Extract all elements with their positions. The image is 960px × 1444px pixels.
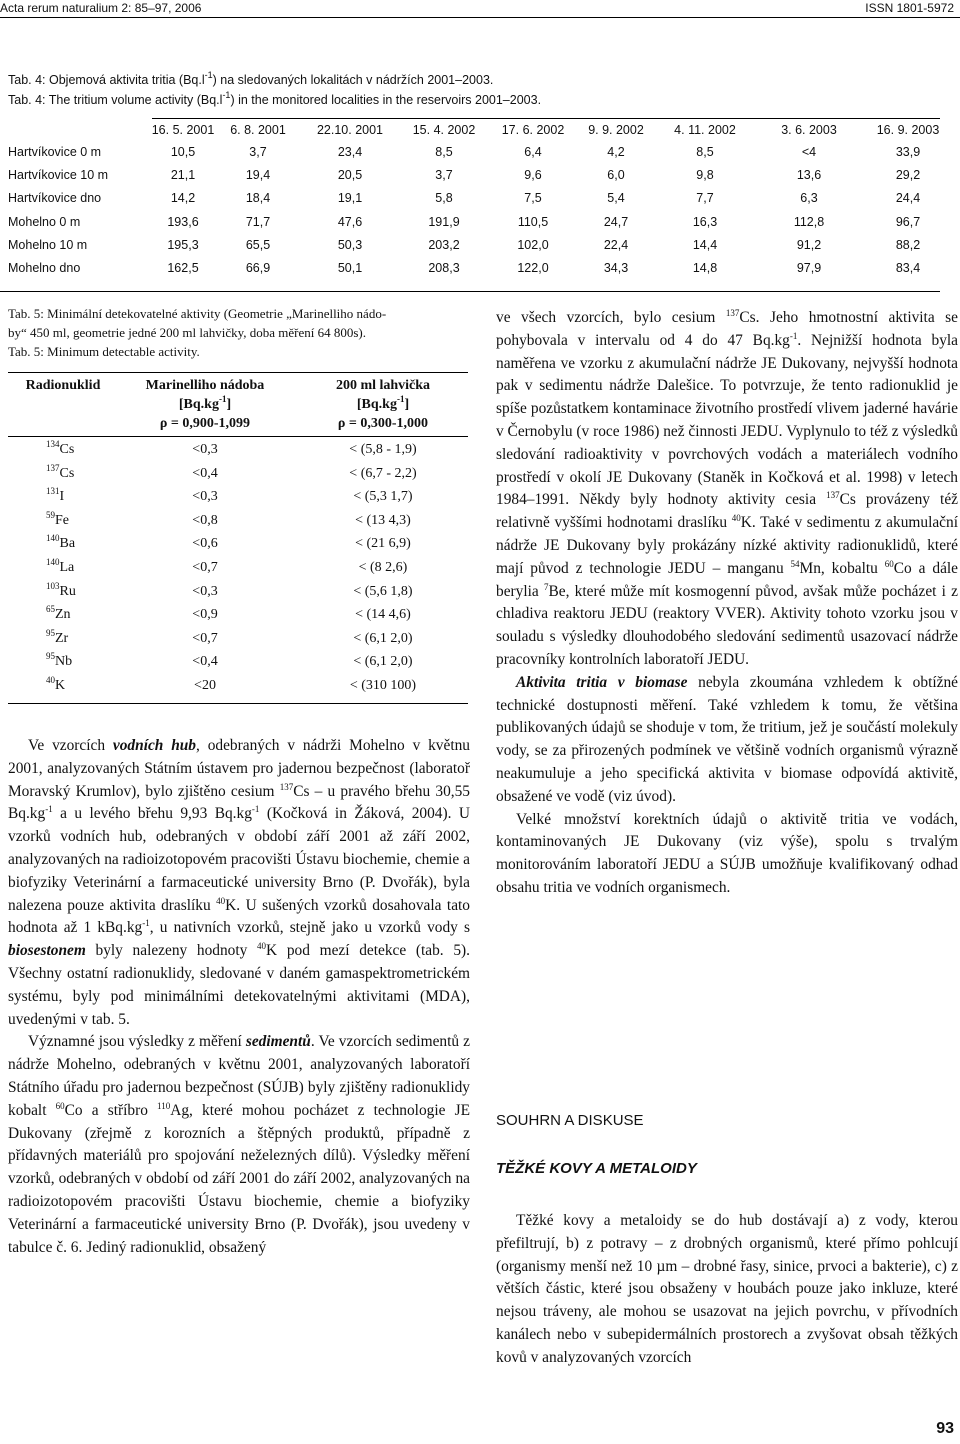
table5-lahvicka-value: < (5,3 1,7) — [353, 489, 413, 505]
table4-col-header: 4. 11. 2002 — [674, 123, 736, 137]
table5-bottom-rule — [8, 703, 468, 704]
table4-cell: 19,1 — [337, 191, 363, 206]
table5-head-lahvicka-unit: $[Bq.kg^{-1}]$ — [356, 394, 410, 412]
table4-caption-cz: Tab. 4: Objemová aktivita tritia $(Bq.l^{-1})$ na sledovaných lokalitách v nádržích 2001–2003. — [8, 70, 494, 87]
table4-cell: 6,3 — [800, 191, 818, 206]
table5-nuclide-mass: 140 — [46, 557, 60, 567]
table5-nuclide-element: Ru — [59, 583, 76, 599]
section-heading: SOUHRN A DISKUSE — [496, 1112, 644, 1129]
table5-caption-line2: by“ 450 ml, geometrie jedné 200 ml lahvičky, doba měření 64 800s). — [8, 325, 367, 340]
table4-top-rule — [152, 118, 940, 119]
table5-nuclide-mass: 65 — [46, 604, 55, 615]
table4-cell: 71,7 — [245, 214, 271, 229]
table4-cell: 20,5 — [337, 168, 363, 183]
table4-col-header: 9. 9. 2002 — [588, 123, 644, 137]
table4-row-label: Hartvíkovice dno — [8, 191, 102, 206]
table4-cell: 7,5 — [524, 191, 542, 206]
table5-nuclide-mass: 134 — [46, 439, 60, 449]
table5-nuclide — [46, 462, 75, 482]
table5-head-marinelli-unit: $[Bq.kg^{-1}]$ — [178, 394, 232, 412]
table4-row-label: Mohelno 0 m — [8, 214, 81, 229]
table5-marinelli-value: <0,7 — [192, 560, 218, 575]
table5-nuclide-mass: 59 — [46, 509, 55, 520]
table4-cell: 97,9 — [796, 261, 822, 275]
table5-nuclide — [46, 533, 76, 552]
table4-cell: 195,3 — [167, 237, 199, 252]
table5-head-lahvicka-title: 200 ml lahvička — [335, 378, 431, 393]
table4-col-header: 15. 4. 2002 — [412, 123, 476, 137]
right-paragraph-1: ve všech vzorcích, bylo cesium $^{137}$Cs. Jeho hmotnostní aktivita se pohybovala v intervalu od 4 do 47 $Bq.kg^{-1}$. Nejnižší hodnota byla naměřena ve vzorku z akumulační nádrže JE Dukovany, nejvyšší hodnota pak v sedimentu nádrže Dalešice. To potvrzuje, že tento radionuklid je spíše pozůstatkem kontaminace životního prostředí vlivem jaderné havárie v Černobylu (v roce 1986) než činnosti JEDU. Vyplynulo to též z výsledků sledování radioaktivity v povrchových vodách a materiálech vodního prostředí v okolí JE Dukovany (Staněk in Kočková et al. 1998) v letech 1984–1991. Někdy byly hodnoty aktivity cesia $^{137}$Cs provázeny též relativně vyššími hodnotami draslíku $^{40}$K. Také v sedimentu z akumulační nádrže JE Dukovany byly prokázány nízké aktivity radionuklidů, které mají původ z technologie JEDU – manganu $^{54}$Mn, kobaltu $^{60}$Co a dále berylia $^7$Be, které může mít kosmogenní původ, avšak může pocházet i z chladiva reaktoru JEDU (reaktory VVER). Aktivity tohoto vzorku jsou v souladu s výsledky dlouhodobého sledování sedimentů usazovací nádrže pracovníky kontrolních laboratoří JEDU. — [496, 308, 959, 668]
table5-nuclide-mass: 137 — [46, 462, 60, 473]
table5-nuclide-element: K — [55, 678, 66, 693]
table5-nuclide — [46, 675, 66, 694]
table4-cell: 13,6 — [796, 168, 822, 183]
table4-bottom-rule — [0, 291, 940, 292]
table4-cell: 14,2 — [170, 191, 196, 206]
journal-citation: Acta rerum naturalium 2: 85–97, 2006 — [0, 1, 202, 15]
table4-col-header: 6. 8. 2001 — [230, 123, 286, 137]
table5-marinelli-value: <20 — [194, 678, 216, 693]
table4-cell: 66,9 — [245, 261, 271, 275]
table5-marinelli-value: <0,6 — [192, 536, 218, 552]
table4-cell: 50,1 — [337, 261, 363, 275]
table4-cell: 50,3 — [337, 237, 363, 252]
issn: ISSN 1801-5972 — [865, 1, 954, 15]
table5-head-marinelli-density: ρ = 0,900-1,099 — [159, 416, 251, 431]
page-number: 93 — [936, 1420, 954, 1437]
table4-caption-en: Tab. 4: The tritium volume activity $(Bq.l^{-1})$ in the monitored localities in the reservoirs 2001–2003. — [8, 90, 542, 107]
left-paragraph-1: Ve vzorcích vodních hub, odebraných v nádrži Mohelno v květnu 2001, analyzovaných Státním ústavem pro jadernou bezpečnost (laboratoř Moravský Krumlov), bylo zjištěno cesium $^{137}$Cs – u pravého břehu 30,55 $Bq.kg^{-1}$ a u levého břehu 9,93 $Bq.kg^{-1}$ (Kočková in Žáková, 2004). U vzorků vodních hub, odebraných v období září 2001 až září 2002, analyzovaných na radioizotopovém pracovišti Ústavu biochemie, chemie a biofyziky Veterinární a farmaceutické university Brno (P. Dvořák), byla nalezena pouze aktivita draslíku $^{40}$K. U sušených vzorků dosahovala tato hodnota až 1 $kBq.kg^{-1}$, u nativních vzorků, stejně jako u vzorků vody s biosestonem byly nalezeny hodnoty $^{40}$K pod mezí detekce (tab. 5). Všechny ostatní radionuklidy, sledované v daném gamaspektrometrickém systému, byly pod minimálními detekovatelnými aktivitami (MDA), uvedenými v tab. 5. — [8, 737, 471, 1028]
table4-cell: 3,7 — [435, 168, 453, 183]
table4-cell: 193,6 — [167, 214, 199, 229]
table5-lahvicka-value: < (5,6 1,8) — [353, 583, 413, 599]
table4-col-header: 22.10. 2001 — [316, 123, 384, 137]
table5-nuclide-element: Cs — [59, 465, 75, 481]
table5-marinelli-value: <0,3 — [192, 442, 218, 457]
table4-cell: 3,7 — [249, 145, 267, 159]
header-rule — [0, 17, 960, 18]
table5-nuclide — [46, 557, 75, 576]
table5-lahvicka-value: < (5,8 - 1,9) — [349, 442, 417, 457]
table4-cell: 91,2 — [796, 237, 822, 252]
table4-cell: 112,8 — [793, 214, 825, 229]
table4-cell: 9,8 — [696, 168, 714, 183]
table4-row-label: Mohelno 10 m — [8, 237, 88, 252]
table5-nuclide-element: I — [59, 489, 65, 505]
table4-cell: 7,7 — [696, 191, 714, 206]
table4-cell: 23,4 — [337, 145, 363, 159]
table5-marinelli-value: <0,4 — [192, 654, 218, 670]
table5-nuclide-element: Zr — [55, 630, 69, 646]
left-paragraph-2: Významné jsou výsledky z měření sedimentů. Ve vzorcích sedimentů z nádrže Mohelno, odebraných v květnu 2001, analyzovaných laboratoří Státního úřadu pro jadernou bezpečnost (SÚJB) byly zjištěny radionuklidy kobalt $^{60}$Co a stříbro $^{110}$Ag, které mohou pocházet z technologie JE Dukovany (zřejmě z korozních a štěpných produktů, případně z přídavných materiálů pro spojování neželezných dílů). Výsledky měření vzorků, odebraných v období od září 2001 do září 2002, analyzovaných na radioizotopovém pracovišti Ústavu biochemie, chemie a biofyziky Veterinární a farmaceutické university Brno (P. Dvořák), jsou uvedeny v tabulce č. 6. Jediný radionuklid, obsažený — [8, 1033, 470, 1256]
table4-col-header: 16. 9. 2003 — [876, 123, 940, 137]
table5-nuclide-mass: 103 — [46, 580, 60, 591]
table5-marinelli-value: <0,7 — [192, 630, 218, 646]
table4-cell: 65,5 — [245, 237, 271, 252]
table4-cell: 102,0 — [517, 237, 549, 252]
table5-caption — [8, 304, 468, 361]
table4-cell: 14,8 — [692, 261, 718, 275]
table4-cell: 34,3 — [603, 261, 629, 275]
table4-cell: 21,1 — [170, 168, 196, 183]
table5-head-lahvicka — [308, 376, 458, 433]
table4-row-label: Hartvíkovice 10 m — [8, 168, 109, 183]
right-paragraph-3: Velké množství korektních údajů o aktivitě tritia ve vodách, kontaminovaných JE Dukovany (viz výše), spolu s trvalým monitorováním laboratoří JEDU a SÚJB umožňuje kvalifikovaný odhad obsahu tritia ve vodních organismech. — [496, 810, 958, 896]
table5-nuclide-mass: 95 — [46, 627, 55, 638]
table5-top-rule — [8, 372, 468, 373]
table4-row-label: Hartvíkovice 0 m — [8, 145, 102, 159]
table4-cell: 4,2 — [607, 145, 625, 159]
table5-marinelli-value: <0,8 — [192, 512, 218, 528]
table5-nuclide-element: Zn — [55, 607, 71, 623]
table5-lahvicka-value: < (14 4,6) — [355, 607, 411, 623]
table4-cell: 16,3 — [692, 214, 718, 229]
table5-lahvicka-value: < (13 4,3) — [355, 512, 411, 528]
table4-cell: 24,7 — [603, 214, 629, 229]
right-paragraph-2: Aktivita tritia v biomase nebyla zkoumána vzhledem k obtížné technické dostupnosti měření. Také vzhledem k tomu, že většina publikovaných údajů se shoduje v tom, že tritium, jež je součástí molekuly vody, se za přirozených podmínek ve většině vodních organismů výrazně neakumuluje a jeho specifická aktivita v biomase odpovídá aktivitě, obsažené ve vodě (viz úvod). — [496, 673, 958, 805]
table5-lahvicka-value: < (6,1 2,0) — [353, 654, 413, 670]
left-column — [8, 735, 470, 1259]
table5-caption-line1: Tab. 5: Minimální detekovatelné aktivity (Geometrie „Marinelliho nádo- — [8, 306, 387, 321]
table4-cell: 6,0 — [607, 168, 625, 183]
table5-nuclide-element: Fe — [55, 512, 69, 528]
table5-nuclide — [46, 486, 65, 505]
table5-marinelli-value: <0,9 — [192, 607, 218, 623]
table4-cell: 33,9 — [895, 145, 921, 159]
table4-cell: 19,4 — [245, 168, 271, 183]
table4-cell: 5,4 — [607, 191, 625, 206]
table5-lahvicka-value: < (6,1 2,0) — [353, 630, 413, 646]
table4-caption — [8, 70, 541, 110]
table4-cell: 47,6 — [337, 214, 363, 229]
table5-marinelli-value: <0,3 — [192, 489, 218, 505]
table4-row-label: Mohelno dno — [8, 261, 81, 275]
table4-cell: 162,5 — [167, 261, 199, 275]
table5-nuclide-mass: 40 — [46, 675, 55, 685]
table5-nuclide-mass: 95 — [46, 651, 55, 662]
right-paragraph-4: Těžké kovy a metaloidy se do hub dostávají a) z vody, kterou přefiltrují, b) z potravy – z drobných organismů, které přímo pohlcují (organismy menší než 10 µm – drobné řasy, sinice, prvoci a bakterie), c) z větších částic, které jsou obsaženy v houbách pouze jako inkluze, které nejsou tráveny, ale mohou se usazovat na jejich povrchu, v přívodních kanálech nebo v subepidermálních prostorech a zvyšovat obsah těžkých kovů v analyzovaných vzorcích — [496, 1212, 958, 1366]
table5-nuclide — [46, 580, 76, 600]
table4-cell: 83,4 — [895, 261, 921, 275]
table5-nuclide-element: La — [59, 560, 75, 575]
table5-lahvicka-value: < (21 6,9) — [355, 536, 411, 552]
subsection-heading: TĚŽKÉ KOVY A METALOIDY — [496, 1160, 697, 1177]
table4-cell: 29,2 — [895, 168, 921, 183]
table5-head-rule — [8, 436, 468, 437]
table4-cell: 8,5 — [435, 145, 453, 159]
table5-marinelli-value: <0,3 — [192, 583, 218, 599]
table4-cell: 14,4 — [692, 237, 718, 252]
table4-cell: 10,5 — [170, 145, 196, 159]
table5-nuclide-mass: 140 — [46, 533, 60, 544]
table5-nuclide-element: Nb — [55, 654, 73, 670]
right-column — [496, 307, 958, 900]
table4-cell: 88,2 — [895, 237, 921, 252]
table4-cell: 24,4 — [895, 191, 921, 206]
table5-nuclide — [46, 604, 71, 623]
table4-cell: 96,7 — [895, 214, 921, 229]
running-header — [0, 0, 960, 18]
right-column-lower — [496, 1210, 958, 1370]
table5-nuclide-mass: 131 — [46, 486, 60, 497]
table4-cell: 203,2 — [428, 237, 460, 252]
table4-col-header: 3. 6. 2003 — [781, 123, 837, 137]
table5-head-marinelli — [118, 376, 292, 433]
table5-nuclide-element: Ba — [59, 536, 76, 552]
table5-lahvicka-value: < (310 100) — [349, 678, 417, 693]
table5-nuclide — [46, 439, 75, 458]
table5-head-radionuklid: Radionuklid — [25, 378, 101, 393]
table5-lahvicka-value: < (8 2,6) — [358, 560, 408, 575]
table4-cell: 8,5 — [696, 145, 714, 159]
table5-caption-line3: Tab. 5: Minimum detectable activity. — [8, 344, 200, 359]
table4-col-header: 16. 5. 2001 — [151, 123, 215, 137]
table4-cell: 110,5 — [517, 214, 549, 229]
table5-lahvicka-value: < (6,7 - 2,2) — [349, 465, 417, 481]
table4-cell: 191,9 — [428, 214, 460, 229]
table4-cell: 18,4 — [245, 191, 271, 206]
table4-cell: 5,8 — [435, 191, 453, 206]
table5-head-marinelli-title: Marinelliho nádoba — [145, 378, 265, 393]
table4-cell: 9,6 — [524, 168, 542, 183]
table4-cell: <4 — [801, 145, 817, 159]
table4-cell: 122,0 — [517, 261, 549, 275]
table5-marinelli-value: <0,4 — [192, 465, 218, 481]
table5-nuclide — [46, 627, 69, 647]
table5-nuclide-element: Cs — [59, 442, 75, 457]
table4-cell: 208,3 — [428, 261, 460, 275]
table5-nuclide — [46, 509, 69, 529]
table5-head-lahvicka-density: ρ = 0,300-1,000 — [337, 416, 429, 431]
table4-col-header: 17. 6. 2002 — [501, 123, 565, 137]
table4-cell: 6,4 — [524, 145, 542, 159]
table5-nuclide — [46, 651, 73, 670]
table4-cell: 22,4 — [603, 237, 629, 252]
